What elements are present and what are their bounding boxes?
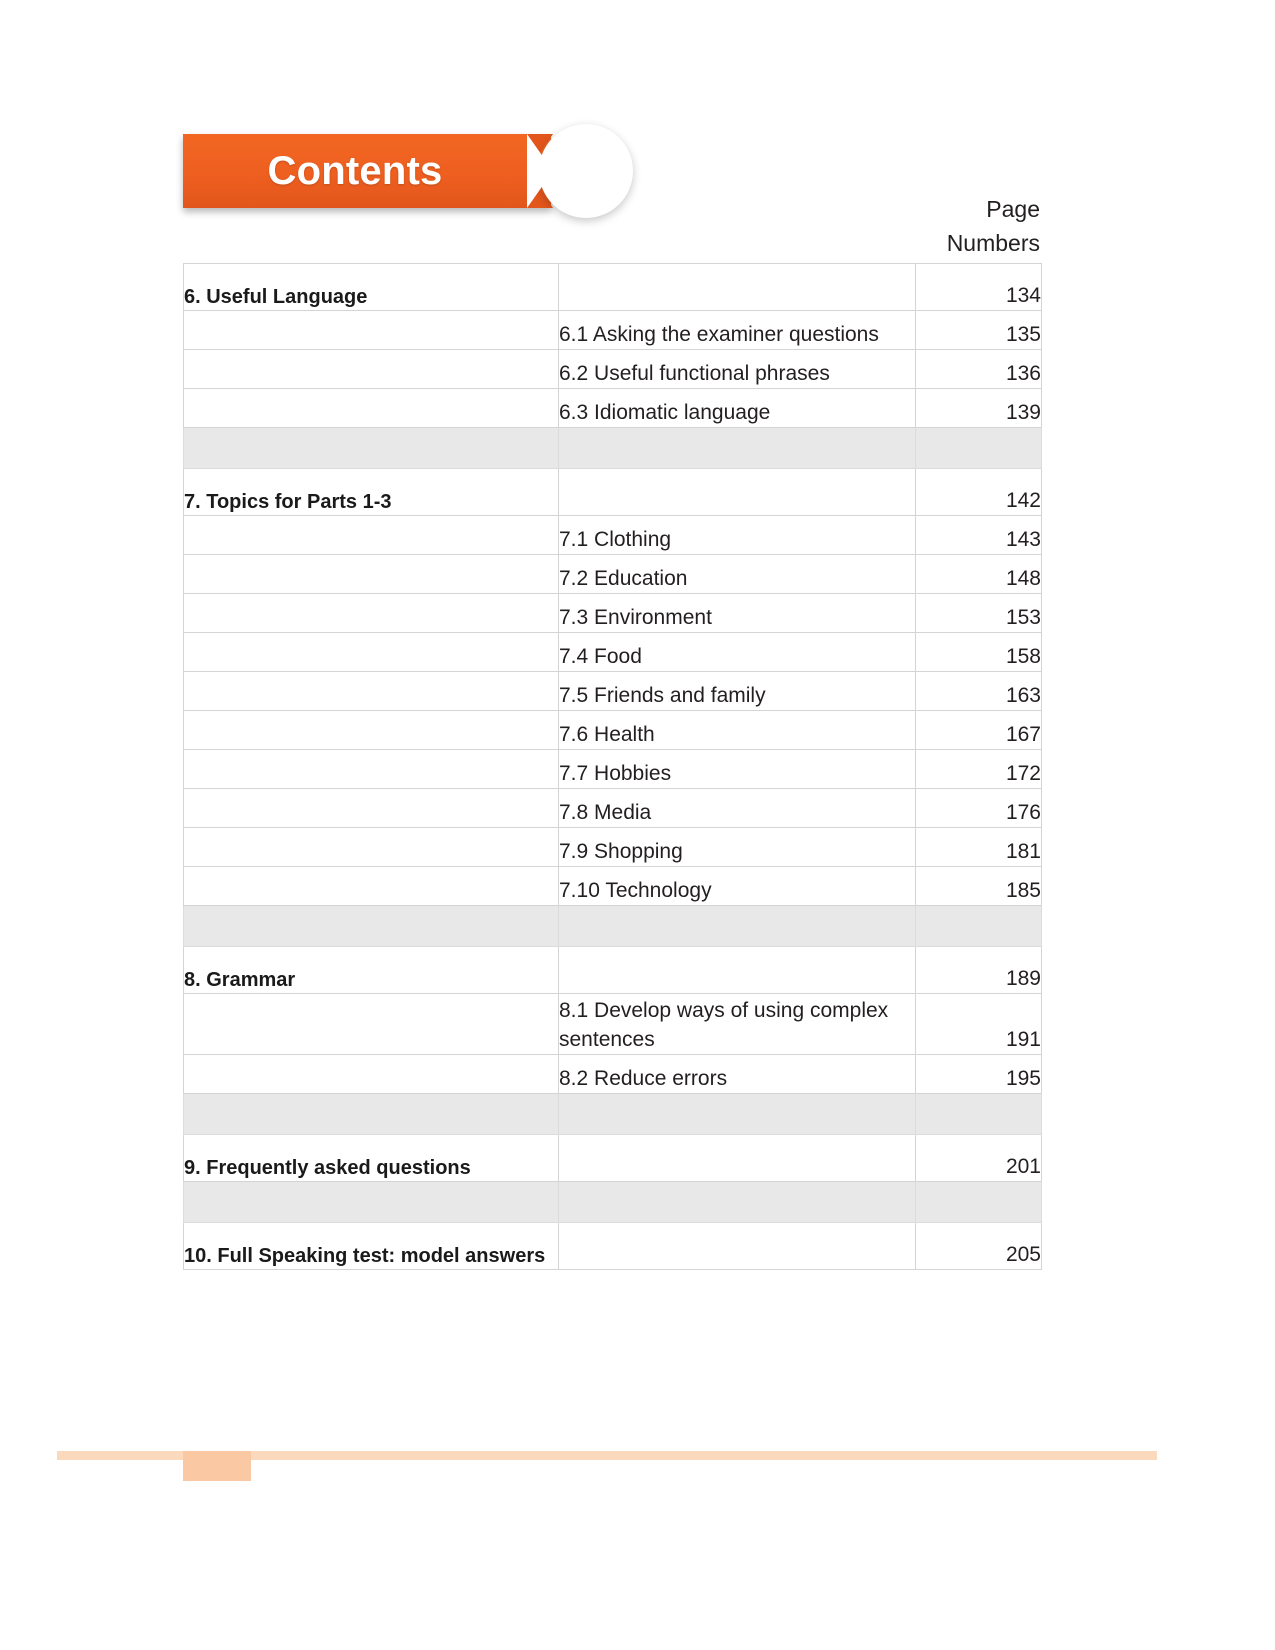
page-number-cell: 205 [916, 1223, 1042, 1270]
table-spacer-cell [184, 428, 559, 469]
page-number-cell: 135 [916, 311, 1042, 350]
page-numbers-caption-line-1: Page [986, 196, 1040, 222]
section-title-cell-empty [184, 633, 559, 672]
page-number-cell: 181 [916, 828, 1042, 867]
section-title-cell-empty [184, 311, 559, 350]
section-title-cell-empty [184, 672, 559, 711]
table-spacer-row [184, 428, 1042, 469]
subsection-title-cell: 6.1 Asking the examiner questions [559, 311, 916, 350]
section-title-cell-empty [184, 711, 559, 750]
table-spacer-row [184, 906, 1042, 947]
table-row[interactable] [184, 994, 1042, 1055]
subsection-title-cell: 7.4 Food [559, 633, 916, 672]
section-title-cell-empty [184, 389, 559, 428]
table-row[interactable] [184, 672, 1042, 711]
subsection-title-cell-empty [559, 947, 916, 994]
section-title-cell: 9. Frequently asked questions [184, 1135, 559, 1182]
table-row[interactable] [184, 469, 1042, 516]
subsection-title-cell: 7.3 Environment [559, 594, 916, 633]
table-row[interactable] [184, 594, 1042, 633]
subsection-title-cell-empty [559, 469, 916, 516]
page-number-cell: 148 [916, 555, 1042, 594]
table-row[interactable] [184, 1223, 1042, 1270]
footer-decoration-tab [183, 1451, 251, 1481]
page-number-cell: 195 [916, 1055, 1042, 1094]
table-of-contents [183, 263, 1042, 1270]
table-spacer-cell [559, 1182, 916, 1223]
subsection-title-cell: 7.2 Education [559, 555, 916, 594]
section-title-cell-empty [184, 867, 559, 906]
table-row[interactable] [184, 633, 1042, 672]
table-row[interactable] [184, 516, 1042, 555]
ribbon-circle-decoration [539, 124, 633, 218]
page-number-cell: 191 [916, 994, 1042, 1055]
table-spacer-cell [916, 906, 1042, 947]
page-number-cell: 185 [916, 867, 1042, 906]
section-title-cell-empty [184, 1055, 559, 1094]
subsection-title-cell-empty [559, 1135, 916, 1182]
subsection-title-cell: 8.1 Develop ways of using complex sentences [559, 994, 916, 1055]
page-number-cell: 172 [916, 750, 1042, 789]
section-title-cell-empty [184, 555, 559, 594]
page-number-cell: 189 [916, 947, 1042, 994]
table-row[interactable] [184, 389, 1042, 428]
page-number-cell: 143 [916, 516, 1042, 555]
section-title-cell-empty [184, 350, 559, 389]
subsection-title-cell: 7.1 Clothing [559, 516, 916, 555]
table-row[interactable] [184, 1135, 1042, 1182]
subsection-title-cell: 8.2 Reduce errors [559, 1055, 916, 1094]
table-spacer-cell [916, 1094, 1042, 1135]
section-title-cell-empty [184, 750, 559, 789]
table-row[interactable] [184, 867, 1042, 906]
section-title-cell: 10. Full Speaking test: model answers [184, 1223, 559, 1270]
subsection-title-cell: 7.5 Friends and family [559, 672, 916, 711]
page-numbers-column-caption [820, 192, 1040, 260]
page-number-cell: 153 [916, 594, 1042, 633]
page-number-cell: 136 [916, 350, 1042, 389]
page-number-cell: 139 [916, 389, 1042, 428]
page-number-cell: 176 [916, 789, 1042, 828]
subsection-title-cell-empty [559, 1223, 916, 1270]
section-title-cell: 8. Grammar [184, 947, 559, 994]
table-spacer-cell [559, 1094, 916, 1135]
page-header [0, 0, 1275, 260]
section-title-cell-empty [184, 994, 559, 1055]
page-number-cell: 134 [916, 264, 1042, 311]
table-row[interactable] [184, 350, 1042, 389]
contents-ribbon-banner [183, 128, 633, 214]
ribbon-notch-cutout [527, 134, 553, 208]
page-number-cell: 163 [916, 672, 1042, 711]
page-title: Contents [267, 149, 443, 193]
table-row[interactable] [184, 264, 1042, 311]
section-title-cell-empty [184, 594, 559, 633]
section-title-cell-empty [184, 516, 559, 555]
table-row[interactable] [184, 711, 1042, 750]
section-title-cell-empty [184, 789, 559, 828]
table-spacer-cell [184, 1182, 559, 1223]
table-spacer-cell [184, 906, 559, 947]
table-row[interactable] [184, 1055, 1042, 1094]
subsection-title-cell: 6.3 Idiomatic language [559, 389, 916, 428]
table-row[interactable] [184, 555, 1042, 594]
subsection-title-cell: 7.9 Shopping [559, 828, 916, 867]
table-spacer-row [184, 1182, 1042, 1223]
page-number-cell: 142 [916, 469, 1042, 516]
page-number-cell: 201 [916, 1135, 1042, 1182]
table-spacer-cell [916, 428, 1042, 469]
table-spacer-row [184, 1094, 1042, 1135]
table-row[interactable] [184, 311, 1042, 350]
table-spacer-cell [559, 428, 916, 469]
table-row[interactable] [184, 828, 1042, 867]
subsection-title-cell: 7.7 Hobbies [559, 750, 916, 789]
table-row[interactable] [184, 789, 1042, 828]
subsection-title-cell: 7.6 Health [559, 711, 916, 750]
subsection-title-cell: 6.2 Useful functional phrases [559, 350, 916, 389]
subsection-title-cell: 7.10 Technology [559, 867, 916, 906]
subsection-title-cell: 7.8 Media [559, 789, 916, 828]
table-spacer-cell [916, 1182, 1042, 1223]
table-row[interactable] [184, 947, 1042, 994]
section-title-cell: 6. Useful Language [184, 264, 559, 311]
page-number-cell: 167 [916, 711, 1042, 750]
page-number-cell: 158 [916, 633, 1042, 672]
table-spacer-cell [184, 1094, 559, 1135]
page-numbers-caption-line-2: Numbers [946, 230, 1040, 256]
table-of-contents-body [184, 264, 1042, 1270]
section-title-cell: 7. Topics for Parts 1-3 [184, 469, 559, 516]
table-row[interactable] [184, 750, 1042, 789]
subsection-title-cell-empty [559, 264, 916, 311]
section-title-cell-empty [184, 828, 559, 867]
table-spacer-cell [559, 906, 916, 947]
